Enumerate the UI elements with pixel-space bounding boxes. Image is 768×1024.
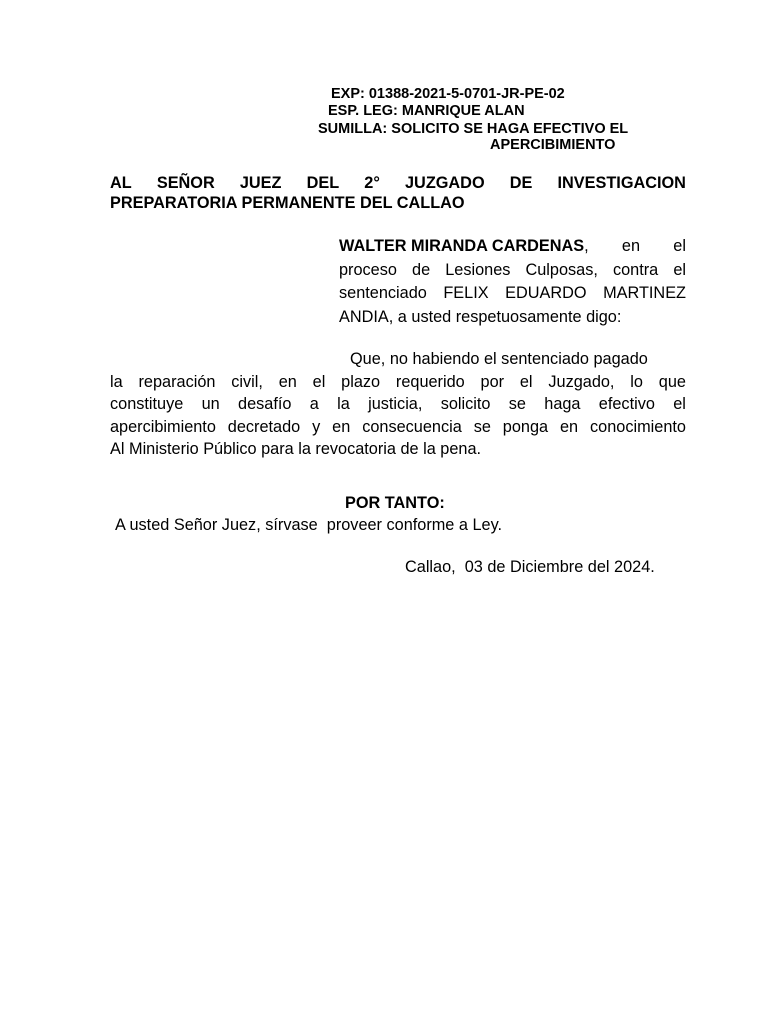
body-line-5: Al Ministerio Público para la revocatoria de la pena.	[110, 440, 482, 458]
word: justicia,	[368, 395, 423, 413]
intro-line-1-word: en	[621, 237, 641, 255]
intro-line-3	[339, 282, 686, 306]
word: la	[110, 372, 123, 391]
word: proceso	[339, 260, 397, 279]
word: y	[312, 417, 321, 436]
word: FELIX	[443, 284, 489, 302]
word: efectivo	[598, 395, 655, 413]
intro-line-2	[339, 259, 686, 283]
petition-paragraph	[110, 348, 686, 461]
word: se	[473, 417, 491, 436]
sumilla-line-2: APERCIBIMIENTO	[490, 137, 616, 153]
word: en	[332, 417, 351, 436]
addressee-line-2: PREPARATORIA PERMANENTE DEL CALLAO	[110, 194, 465, 212]
word: ponga	[502, 417, 549, 436]
word: reparación	[138, 372, 216, 391]
body-line-2	[110, 371, 686, 394]
word: el	[673, 260, 686, 279]
word: Lesiones	[445, 260, 511, 279]
word: en	[278, 372, 297, 391]
intro-line-1-comma: ,	[584, 237, 589, 255]
word: el	[312, 372, 326, 391]
word: JUEZ	[239, 174, 282, 192]
word: civil,	[231, 372, 263, 391]
word: decretado	[227, 417, 301, 436]
word: lo	[630, 372, 643, 391]
word: DEL	[306, 174, 340, 192]
closing-request: A usted Señor Juez, sírvase proveer conforme a Ley.	[115, 516, 503, 534]
word: JUZGADO	[405, 174, 485, 192]
word: apercibimiento	[110, 417, 216, 436]
word: de	[412, 260, 431, 279]
body-line-1: Que, no habiendo el sentenciado pagado	[350, 350, 648, 368]
word: que	[658, 372, 686, 391]
word: INVESTIGACION	[557, 174, 686, 192]
intro-line-1	[339, 235, 686, 259]
word: Juzgado,	[548, 372, 615, 391]
word: 2°	[364, 174, 380, 192]
word: desafío	[238, 395, 292, 413]
word: se	[508, 395, 526, 413]
especialista-legal: ESP. LEG: MANRIQUE ALAN	[328, 103, 525, 119]
word: MARTINEZ	[603, 284, 686, 302]
word: constituye	[110, 395, 184, 413]
word: contra	[612, 260, 659, 279]
word: a	[309, 395, 319, 413]
addressee-line-1	[110, 173, 686, 193]
expediente-number: EXP: 01388-2021-5-0701-JR-PE-02	[331, 86, 565, 102]
body-line-3	[110, 393, 686, 416]
place-and-date: Callao, 03 de Diciembre del 2024.	[405, 558, 655, 576]
addressee-block	[110, 173, 686, 213]
word: consecuencia	[362, 417, 462, 436]
word: solicito	[440, 395, 491, 413]
word: EDUARDO	[505, 284, 587, 302]
word: Culposas,	[525, 260, 598, 279]
word: conocimiento	[590, 417, 686, 436]
introduction-block	[339, 235, 686, 329]
word: la	[337, 395, 350, 413]
word: en	[559, 417, 579, 436]
word: DE	[509, 174, 533, 192]
word: por	[480, 372, 505, 391]
petitioner-name: WALTER MIRANDA CARDENAS	[339, 237, 585, 255]
sumilla-line-1: SUMILLA: SOLICITO SE HAGA EFECTIVO EL	[318, 121, 629, 137]
word: un	[201, 395, 220, 413]
word: el	[673, 395, 686, 413]
body-line-4	[110, 416, 686, 439]
intro-line-1-word: el	[673, 237, 686, 255]
intro-line-4: ANDIA, a usted respetuosamente digo:	[339, 307, 622, 326]
word: SEÑOR	[156, 174, 215, 192]
word: el	[519, 372, 533, 391]
word: requerido	[395, 372, 465, 391]
word: plazo	[341, 372, 381, 391]
word: sentenciado	[339, 284, 427, 302]
word: AL	[110, 174, 132, 192]
word: haga	[544, 395, 581, 413]
por-tanto-heading: POR TANTO:	[345, 494, 445, 512]
